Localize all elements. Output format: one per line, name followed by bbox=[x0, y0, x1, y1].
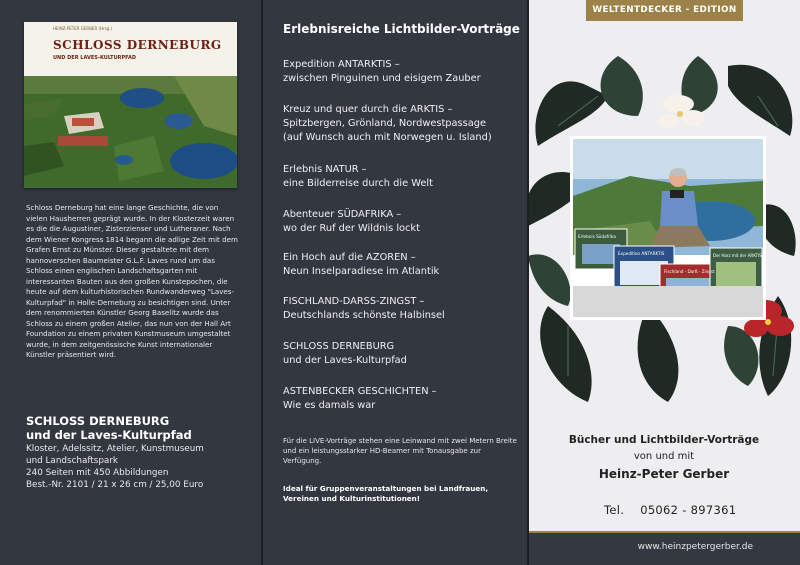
lecture-item bbox=[283, 58, 523, 86]
book-title-line2: und der Laves-Kulturpfad bbox=[26, 428, 192, 442]
website-link[interactable]: www.heinzpetergerber.de bbox=[637, 542, 753, 552]
lecture-item bbox=[283, 103, 523, 145]
panel-book-derneburg bbox=[0, 0, 262, 565]
lecture-subtitle: zwischen Pinguinen und eisigem Zauber bbox=[283, 73, 481, 84]
phone-label: Tel. bbox=[604, 503, 625, 517]
lecture-subtitle: Deutschlands schönste Halbinsel bbox=[283, 310, 445, 321]
phone-contact bbox=[604, 503, 736, 517]
equipment-note: Für die LIVE-Vorträge stehen eine Leinwand mit zwei Metern Breite und ein leistungsstarker HD-Beamer mit Tonausgabe zur Verfügung. bbox=[283, 437, 517, 465]
author-name: Heinz-Peter Gerber bbox=[598, 467, 730, 481]
lecture-subtitle: und der Laves-Kulturpfad bbox=[283, 355, 407, 366]
lecture-subtitle: eine Bilderreise durch die Welt bbox=[283, 178, 433, 189]
book-info-line: 240 Seiten mit 450 Abbildungen bbox=[26, 468, 169, 478]
lecture-item bbox=[283, 208, 523, 236]
aerial-photo-castle bbox=[24, 76, 237, 188]
panel-lectures bbox=[262, 0, 528, 565]
lecture-note: (auf Wunsch auch mit Norwegen u. Island) bbox=[283, 132, 492, 143]
book-title bbox=[26, 414, 192, 442]
cover-header bbox=[24, 22, 237, 76]
book-title-line1: SCHLOSS DERNEBURG bbox=[26, 414, 170, 428]
cover-publisher: HEINZ-PETER GERBER (Hrsg.) bbox=[53, 26, 113, 31]
lecture-subtitle: Spitzbergen, Grönland, Nordwestpassage bbox=[283, 118, 486, 129]
lecture-title: FISCHLAND-DARSS-ZINGST – bbox=[283, 296, 425, 307]
book-cover bbox=[24, 22, 237, 188]
cover-subtitle: UND DER LAVES-KULTURPFAD bbox=[53, 55, 137, 61]
lecture-title: Abenteuer SÜDAFRIKA – bbox=[283, 209, 402, 220]
lecture-title: Erlebnis NATUR – bbox=[283, 164, 367, 175]
flyer-subtitle: von und mit bbox=[633, 451, 695, 462]
lecture-subtitle: Neun Inselparadiese im Atlantik bbox=[283, 266, 440, 277]
lecture-title: Kreuz und quer durch die ARKTIS – bbox=[283, 104, 453, 115]
book-label: Fischland · Darß · Zingst bbox=[664, 269, 715, 274]
lecture-title: SCHLOSS DERNEBURG bbox=[283, 341, 395, 352]
fold-divider bbox=[527, 0, 529, 565]
book-label: Der Harz mit der ARKTIS bbox=[713, 253, 762, 258]
book-info-line: Best.-Nr. 2101 / 21 x 26 cm / 25,00 Euro bbox=[26, 480, 204, 490]
ideal-for-note: Ideal für Gruppenveranstaltungen bei Landfrauen, Vereinen und Kulturinstitutionen! bbox=[283, 484, 489, 503]
book-info bbox=[26, 443, 204, 491]
phone-number[interactable]: 05062 - 897361 bbox=[640, 503, 737, 517]
book-info-line: und Landschaftspark bbox=[26, 456, 119, 466]
derneburg-description: Schloss Derneburg hat eine lange Geschichte, die von vielen Hausherren geprägt wurde. In der Klosterzeit waren es die die Augustiner, Zisterzienser und Lutheraner. Nach dem Wiener Kongress 1814 begann die adlige Zeit mit dem Grafen Ernst zu Münster. Dieser gestaltete mit dem hannoverschen Baumeister G.L.F. Laves rund um das Schloss einen englischen Landschaftsgarten mit interessanten Bauten aus den großen Kunstepochen, die heute auf dem kulturhistorischen Rundwanderweg "Laves-Kulturpfad" in Holle-Derneburg zu besichtigen sind. Unter dem renommierten Künstler Georg Baselitz wurde das Schloss zu einem großen Atelier, das nun von der Hall Art Foundation zu einem privaten Kunstmuseum umgestaltet wurde, in dem zeitgenössische Kunst internationaler Künstler präsentiert wird. bbox=[26, 203, 238, 359]
panel-title-page bbox=[528, 0, 800, 565]
lecture-title: ASTENBECKER GESCHICHTEN – bbox=[283, 386, 437, 397]
lecture-title: Ein Hoch auf die AZOREN – bbox=[283, 252, 416, 263]
cover-title: SCHLOSS DERNEBURG bbox=[53, 38, 222, 52]
fold-divider bbox=[261, 0, 263, 565]
edition-badge: WELTENTDECKER - EDITION bbox=[586, 0, 743, 21]
book-label: Erlebnis Südafrika bbox=[578, 234, 616, 239]
book-label: Expedition ANTARKTIS bbox=[618, 251, 665, 256]
author-photo-with-books bbox=[570, 136, 766, 320]
footer-accent-line bbox=[528, 531, 800, 533]
lecture-subtitle: wo der Ruf der Wildnis lockt bbox=[283, 223, 420, 234]
lecture-item bbox=[283, 163, 523, 191]
lectures-heading: Erlebnisreiche Lichtbilder-Vorträge bbox=[283, 22, 520, 36]
lecture-item bbox=[283, 251, 523, 279]
book-info-line: Kloster, Adelssitz, Atelier, Kunstmuseum bbox=[26, 444, 204, 454]
lecture-item bbox=[283, 385, 523, 413]
flyer-title: Bücher und Lichtbilder-Vorträge bbox=[568, 434, 760, 446]
lecture-item bbox=[283, 295, 523, 323]
lecture-title: Expedition ANTARKTIS – bbox=[283, 59, 400, 70]
lecture-subtitle: Wie es damals war bbox=[283, 400, 376, 411]
lecture-item bbox=[283, 340, 523, 368]
